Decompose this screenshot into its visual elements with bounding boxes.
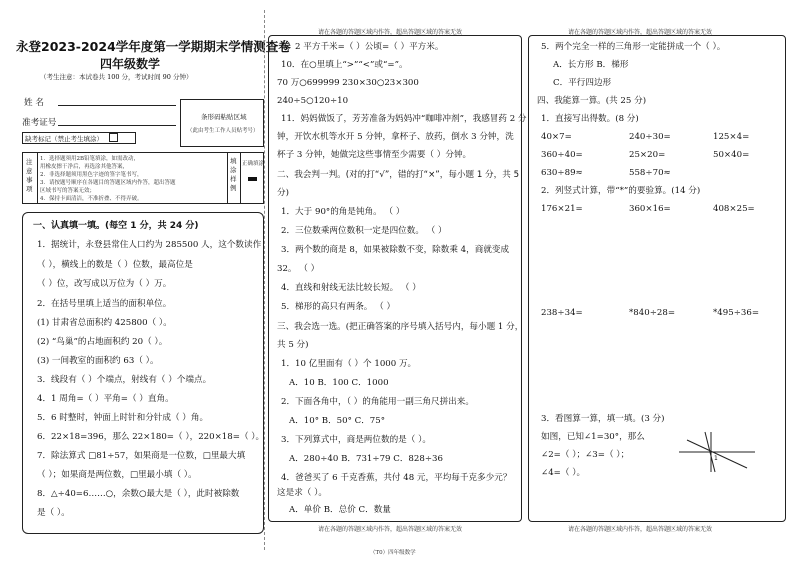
column-2-bottom-note: 请在各题的答题区域内作答，超出答题区域的答案无效	[318, 526, 463, 533]
q4-line: 4．1 周角=（ ）平角=（ ）直角。	[37, 394, 174, 404]
q2-sub-2: (2) “鸟巢”的占地面积约 20（ ）。	[37, 337, 168, 347]
q7-line-1: 7．除法算式 □81÷57，如果商是一位数，□里最大填	[37, 451, 246, 461]
q1-line-3: （ ）位，改写成以万位为（ ）万。	[37, 279, 172, 289]
choice-2-options: A．10° B．50° C．75°	[289, 416, 386, 426]
section-3-heading: 三、我会选一选。(把正确答案的序号填入括号内，每小题 1 分，	[277, 322, 524, 332]
name-label: 姓 名	[24, 98, 44, 108]
angle-figure	[677, 430, 757, 474]
section-1-heading: 一、认真填一填。(每空 1 分，共 24 分)	[33, 221, 199, 231]
footer-page: （T0）四年级数学	[370, 550, 416, 556]
notes-label: 注意事项	[26, 158, 33, 193]
exam-title: 永登2023-2024学年度第一学期期末学情测查卷	[16, 39, 291, 54]
angle-line-1: ∠2=（ ）；∠3=（ ）；	[541, 450, 630, 460]
calc-3-1: 630÷89≈	[541, 168, 583, 178]
vert-2-1: 238÷34=	[541, 308, 583, 318]
notes-text: 1．选择题须用2B铅笔填涂，如需改动， 用橡皮擦干净后，再选涂其他答案， 2．非选择题须用黑色字迹的签字笔书写， 3．请按题号顺序在各题目的答题区域内作答，超出答题 区域书写的答案无效； 4．保持卡面清洁，不准折叠、不得弄破。	[40, 156, 176, 202]
section-2-heading: 二、我会判一判。(对的打“√”，错的打“×”，每小题 1 分，共 5	[277, 170, 520, 180]
column-3-bottom-note: 请在各题的答题区域内作答，超出答题区域的答案无效	[568, 526, 713, 533]
ticket-label: 准考证号	[22, 118, 57, 128]
q1-line-1: 1．据统计，永登县常住人口约为 285500 人，这个数读作	[37, 240, 262, 250]
calc-2-1: 360÷40=	[541, 150, 583, 160]
judge-5: 5．梯形的高只有两条。 （ ）	[281, 302, 396, 312]
exam-notice: （考生注意：本试卷共 100 分，考试时间 90 分钟）	[40, 73, 193, 81]
column-2-frame	[268, 35, 527, 522]
q8-line-2: 是（ ）。	[37, 508, 70, 518]
column-3-frame	[528, 35, 786, 522]
angle-line-2: ∠4=（ ）。	[541, 468, 586, 478]
section-1-frame	[22, 212, 264, 534]
angle-given: 如图，已知∠1=30°，那么	[541, 432, 645, 442]
q2-sub-3: (3) 一间教室的面积约 63（ ）。	[37, 356, 159, 366]
barcode-sub: （此由考生工作人员贴考号）	[187, 128, 259, 134]
column-1	[0, 0, 291, 561]
q2-sub-1: (1) 甘肃省总面积约 425800（ ）。	[37, 318, 172, 328]
choice-5-option-c: C．平行四边形	[553, 78, 612, 88]
choice-5: 5．两个完全一样的三角形一定能拼成一个（ ）。	[541, 42, 726, 52]
calc-1-2: 240÷30=	[629, 132, 671, 142]
q6-line: 6．22×18=396，那么 22×180=（ ），220×18=（ ）。	[37, 432, 265, 442]
name-field[interactable]	[58, 105, 176, 106]
q10-line: 10．在○里填上“>”“<”或“=”。	[281, 60, 408, 70]
calc-2-2: 25×20=	[629, 150, 666, 160]
absent-mark-box	[22, 132, 136, 144]
q10-row-1: 70 万○699999 230×30○23×300	[277, 78, 419, 88]
vert-1-2: 360×16=	[629, 204, 671, 214]
barcode-area	[180, 99, 264, 147]
calc-2-3: 50×40=	[713, 150, 750, 160]
judge-3-cont: 32。 （ ）	[277, 264, 320, 274]
vert-1-1: 176×21=	[541, 204, 583, 214]
column-2-top-note: 请在各题的答题区域内作答，超出答题区域的答案无效	[318, 29, 463, 36]
q2-line: 2．在括号里填上适当的面积单位。	[37, 299, 172, 309]
choice-1-options: A．10 B．100 C．1000	[289, 378, 389, 388]
section-3-heading-cont: 共 5 分)	[277, 340, 309, 350]
vert-1-3: 408×25=	[713, 204, 755, 214]
choice-5-options: A．长方形 B．梯形	[553, 60, 629, 70]
q1-line-2: （ ），横线上的数是（ ）位数，最高位是	[37, 260, 193, 270]
calc-1-1: 40×7=	[541, 132, 572, 142]
q11-line-2: 钟，开饮水机等水开 5 分钟，拿杯子、放药，倒水 3 分钟，洗	[277, 132, 514, 142]
calc-sub-3: 3．看图算一算，填一填。(3 分)	[541, 414, 665, 424]
q5-line: 5．6 时整时，钟面上时针和分针成（ ）角。	[37, 413, 209, 423]
exam-subject: 四年级数学	[100, 57, 161, 71]
fill-label: 填涂样例	[230, 157, 237, 192]
column-3-top-note: 请在各题的答题区域内作答，超出答题区域的答案无效	[568, 29, 713, 36]
q7-line-2: （ ）；如果商是两位数，□里最小填（ ）。	[37, 470, 197, 480]
choice-2: 2．下面各角中，（ ）的角能用一副三角尺拼出来。	[281, 397, 474, 407]
ticket-field[interactable]	[58, 125, 176, 126]
fill-sample	[248, 177, 257, 181]
calc-1-3: 125×4=	[713, 132, 750, 142]
judge-3: 3．两个数的商是 8，如果被除数不变，除数乘 4，商就变成	[281, 245, 510, 255]
q9-line: 9．2 平方千米=（ ）公顷=（ ）平方米。	[281, 42, 444, 52]
judge-4: 4．直线和射线无法比较长短。 （ ）	[281, 283, 421, 293]
q11-line-1: 11．妈妈做饭了，芳芳准备为妈妈冲“咖啡冲剂”，我感冒药 2 分	[281, 114, 527, 124]
calc-sub-1: 1．直接写出得数。(8 分)	[541, 114, 639, 124]
judge-1: 1．大于 90°的角是钝角。 （ ）	[281, 207, 405, 217]
column-2	[268, 0, 527, 561]
section-2-heading-cont: 分)	[277, 188, 289, 198]
choice-4-cont: 这是求（ ）。	[277, 488, 327, 498]
choice-3: 3．下列算式中，商是两位数的是（ ）。	[281, 435, 431, 445]
q10-row-2: 240÷5○120÷10	[277, 96, 349, 106]
choice-4-options: A．单价 B．总价 C．数量	[289, 505, 391, 515]
judge-2: 2．三位数乘两位数积一定是四位数。 （ ）	[281, 226, 447, 236]
calc-3-2: 558÷70≈	[629, 168, 671, 178]
choice-3-options: A．280÷40 B．731÷79 C．828÷36	[289, 454, 443, 464]
column-3	[528, 0, 790, 561]
q8-line-1: 8．△÷40=6……○，余数○最大是（ ），此时被除数	[37, 489, 240, 499]
q3-line: 3．线段有（ ）个端点，射线有（ ）个端点。	[37, 375, 212, 385]
q11-line-3: 杯子 3 分钟，她做完这些事情至少需要（ ）分钟。	[277, 150, 472, 160]
figure-label-1: 1	[714, 455, 718, 462]
choice-1: 1．10 亿里面有（ ）个 1000 万。	[281, 359, 417, 369]
barcode-label: 条形码粘贴区域	[201, 113, 247, 121]
vert-2-2: *840÷28=	[629, 308, 676, 318]
correct-fill-label: 正确填涂	[242, 161, 265, 167]
vert-2-3: *495÷36=	[713, 308, 760, 318]
notes-box	[22, 152, 264, 204]
calc-sub-2: 2．列竖式计算，带“*”的要验算。(14 分)	[541, 186, 701, 196]
absent-label: 缺考标记（禁止考生填涂）	[25, 135, 103, 143]
margin-divider	[264, 10, 265, 550]
absent-checkbox[interactable]	[109, 133, 118, 142]
choice-4: 4．爸爸买了 6 千克香蕉，共付 48 元，平均每千克多少元？	[281, 473, 512, 483]
section-4-heading: 四、我能算一算。(共 25 分)	[537, 96, 647, 106]
